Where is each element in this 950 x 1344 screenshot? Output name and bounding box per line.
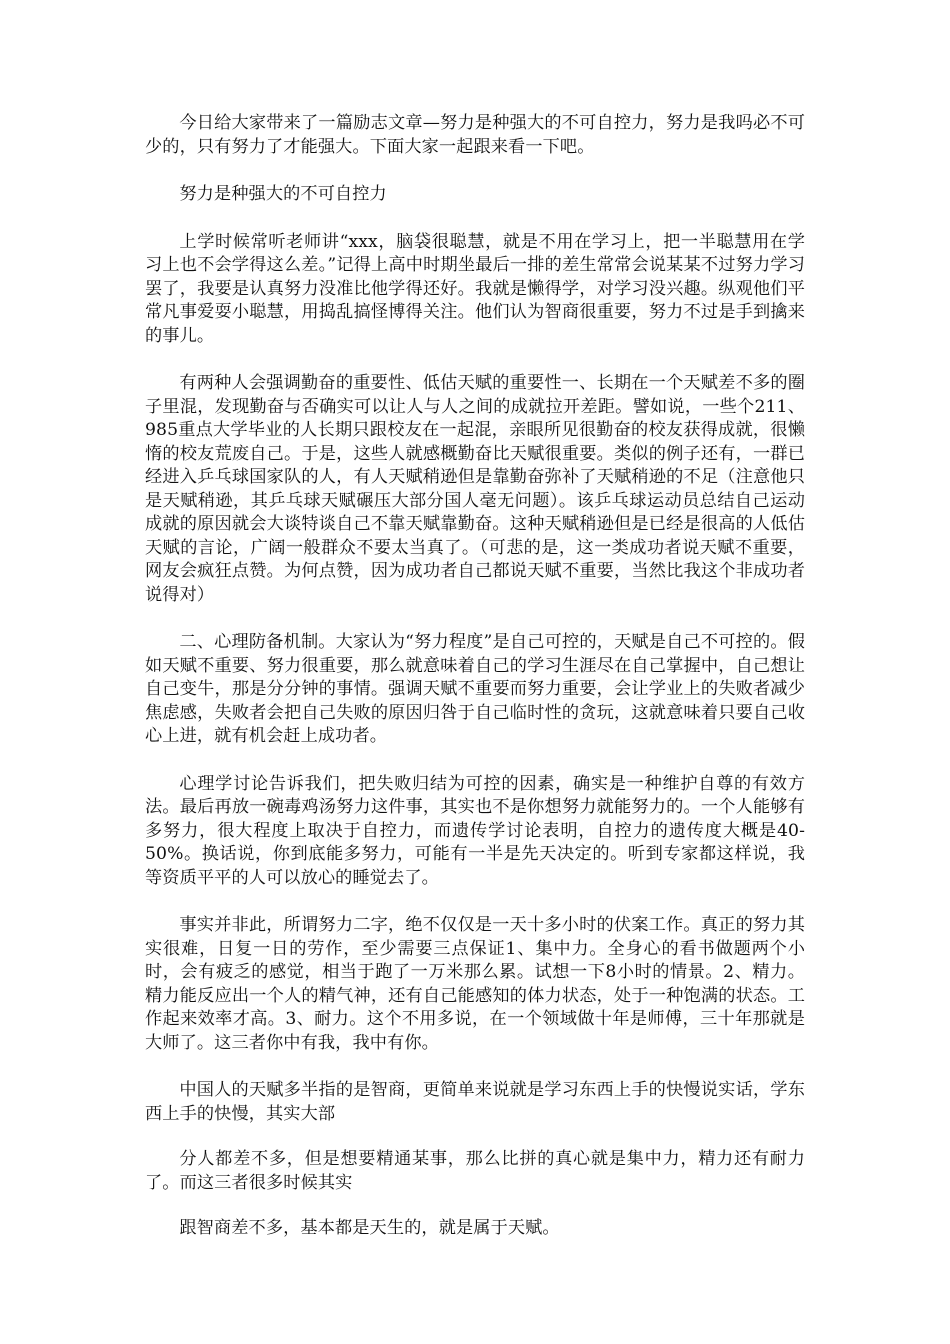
body-paragraph: 上学时候常听老师讲“xxx，脑袋很聪慧，就是不用在学习上，把一半聪慧用在学习上也不会学得这么差。”记得上高中时期坐最后一排的差生常常会说某某不过努力学习罢了，我要是认真努力没准比他学得还好。我就是懒得学，对学习没兴趣。纵观他们平常凡事爱耍小聪慧，用捣乱搞怪博得关注。他们认为智商很重要，努力不过是手到擒来的事儿。 bbox=[145, 231, 805, 346]
body-paragraph: 事实并非此，所谓努力二字，绝不仅仅是一天十多小时的伏案工作。真正的努力其实很难，日复一日的劳作，至少需要三点保证1、集中力。全身心的看书做题两个小时，会有疲乏的感觉，相当于跑了一万米那么累。试想一下8小时的情景。2、精力。精力能反应出一个人的精气神，还有自己能感知的体力状态，处于一种饱满的状态。工作起来效率才高。3、耐力。这个不用多说，在一个领域做十年是师傅，三十年那就是大师了。这三者你中有我，我中有你。 bbox=[145, 915, 805, 1053]
body-paragraph: 二、心理防备机制。大家认为“努力程度”是自己可控的，天赋是自己不可控的。假如天赋不重要、努力很重要，那么就意味着自己的学习生涯尽在自己掌握中，自己想让自己变牛，那是分分钟的事情。强调天赋不重要而努力重要，会让学业上的失败者减少焦虑感，失败者会把自己失败的原因归咎于自己临时性的贪玩，这就意味着只要自己收心上进，就有机会赶上成功者。 bbox=[145, 632, 805, 746]
body-paragraph: 有两种人会强调勤奋的重要性、低估天赋的重要性一、长期在一个天赋差不多的圈子里混，发现勤奋与否确实可以让人与人之间的成就拉开差距。譬如说，一些个211、985重点大学毕业的人长期只跟校友在一起混，亲眼所见很勤奋的校友获得成就，很懒惰的校友荒废自己。于是，这些人就感概勤奋比天赋很重要。类似的例子还有，一群已经进入乒乓球国家队的人，有人天赋稍逊但是靠勤奋弥补了天赋稍逊的不足（注意他只是天赋稍逊，其乒乓球天赋碾压大部分国人毫无问题）。该乒乓球运动员总结自己运动成就的原因就会大谈特谈自己不靠天赋靠勤奋。这种天赋稍逊但是已经是很高的人低估天赋的言论，广阔一般群众不要太当真了。（可悲的是，这一类成功者说天赋不重要，网友会疯狂点赞。为何点赞，因为成功者自己都说天赋不重要，当然比我这个非成功者说得对） bbox=[145, 373, 805, 605]
body-paragraph: 跟智商差不多，基本都是天生的，就是属于天赋。 bbox=[179, 1218, 560, 1238]
body-paragraph: 中国人的天赋多半指的是智商，更简单来说就是学习东西上手的快慢说实话，学东西上手的快慢，其实大部 bbox=[145, 1080, 805, 1124]
intro-paragraph: 今日给大家带来了一篇励志文章—努力是种强大的不可自控力，努力是我吗必不可少的，只有努力了才能强大。下面大家一起跟来看一下吧。 bbox=[145, 113, 805, 157]
body-paragraph: 分人都差不多，但是想要精通某事，那么比拼的真心就是集中力，精力还有耐力了。而这三者很多时候其实 bbox=[145, 1149, 805, 1193]
body-paragraph: 心理学讨论告诉我们，把失败归结为可控的因素，确实是一种维护自尊的有效方法。最后再放一碗毒鸡汤努力这件事，其实也不是你想努力就能努力的。一个人能够有多努力，很大程度上取决于自控力，而遗传学讨论表明，自控力的遗传度大概是40-50%。换话说，你到底能多努力，可能有一半是先天决定的。听到专家都这样说，我等资质平平的人可以放心的睡觉去了。 bbox=[145, 773, 805, 888]
article-title: 努力是种强大的不可自控力 bbox=[179, 184, 387, 204]
document-body bbox=[145, 112, 805, 1265]
